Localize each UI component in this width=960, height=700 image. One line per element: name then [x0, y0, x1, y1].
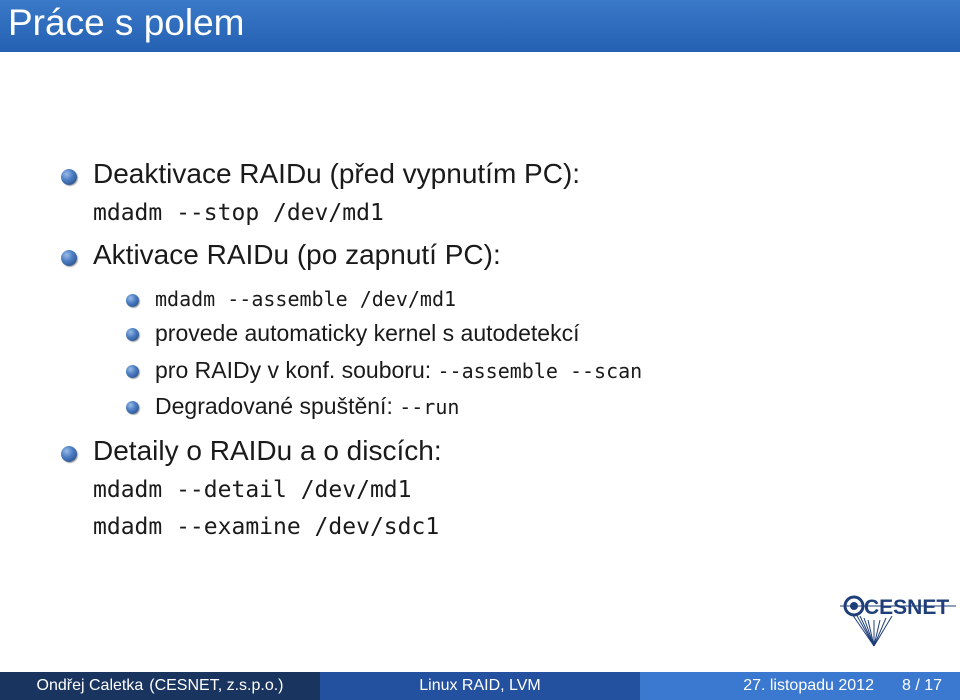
config-text [155, 357, 642, 384]
footer [0, 672, 960, 700]
footer-talk-title: Linux RAID, LVM [419, 677, 541, 694]
sub-bullet-icon [126, 401, 139, 414]
footer-date: 27. listopadu 2012 [743, 677, 874, 694]
sub-bullet-icon [126, 294, 139, 307]
footer-author-section [0, 672, 320, 700]
sub-bullet-icon [126, 328, 139, 341]
config-prefix: pro RAIDy v konf. souboru: [155, 357, 438, 383]
deactivate-command: mdadm --stop /dev/md1 [93, 200, 384, 226]
autodetect-text: provede automaticky kernel s autodetekcí [155, 320, 580, 346]
footer-author: Ondřej Caletka [36, 677, 144, 694]
slide-title: Práce s polem [8, 2, 245, 43]
footer-date-section [640, 672, 960, 700]
activate-label: Aktivace RAIDu (po zapnutí PC): [93, 239, 501, 270]
detail-command: mdadm --detail /dev/md1 [93, 477, 412, 503]
sub-bullet-icon [126, 365, 139, 378]
footer-page-number: 8 / 17 [901, 677, 942, 694]
bullet-icon [61, 250, 77, 266]
footer-title-section [320, 672, 640, 700]
details-label: Detaily o RAIDu a o discích: [93, 435, 442, 466]
assemble-command: mdadm --assemble /dev/md1 [155, 287, 457, 311]
logo-text: CESNET [864, 596, 950, 619]
footer-institution: (CESNET, z.s.p.o.) [149, 677, 284, 694]
bullet-icon [61, 446, 77, 462]
bullet-icon [61, 169, 77, 185]
degraded-prefix: Degradované spuštění: [155, 393, 400, 419]
deactivate-label: Deaktivace RAIDu (před vypnutím PC): [93, 158, 581, 189]
degraded-option: --run [399, 395, 460, 419]
config-options: --assemble --scan [437, 359, 643, 383]
cesnet-logo [838, 592, 958, 650]
examine-command: mdadm --examine /dev/sdc1 [93, 514, 440, 540]
degraded-text [155, 393, 459, 420]
